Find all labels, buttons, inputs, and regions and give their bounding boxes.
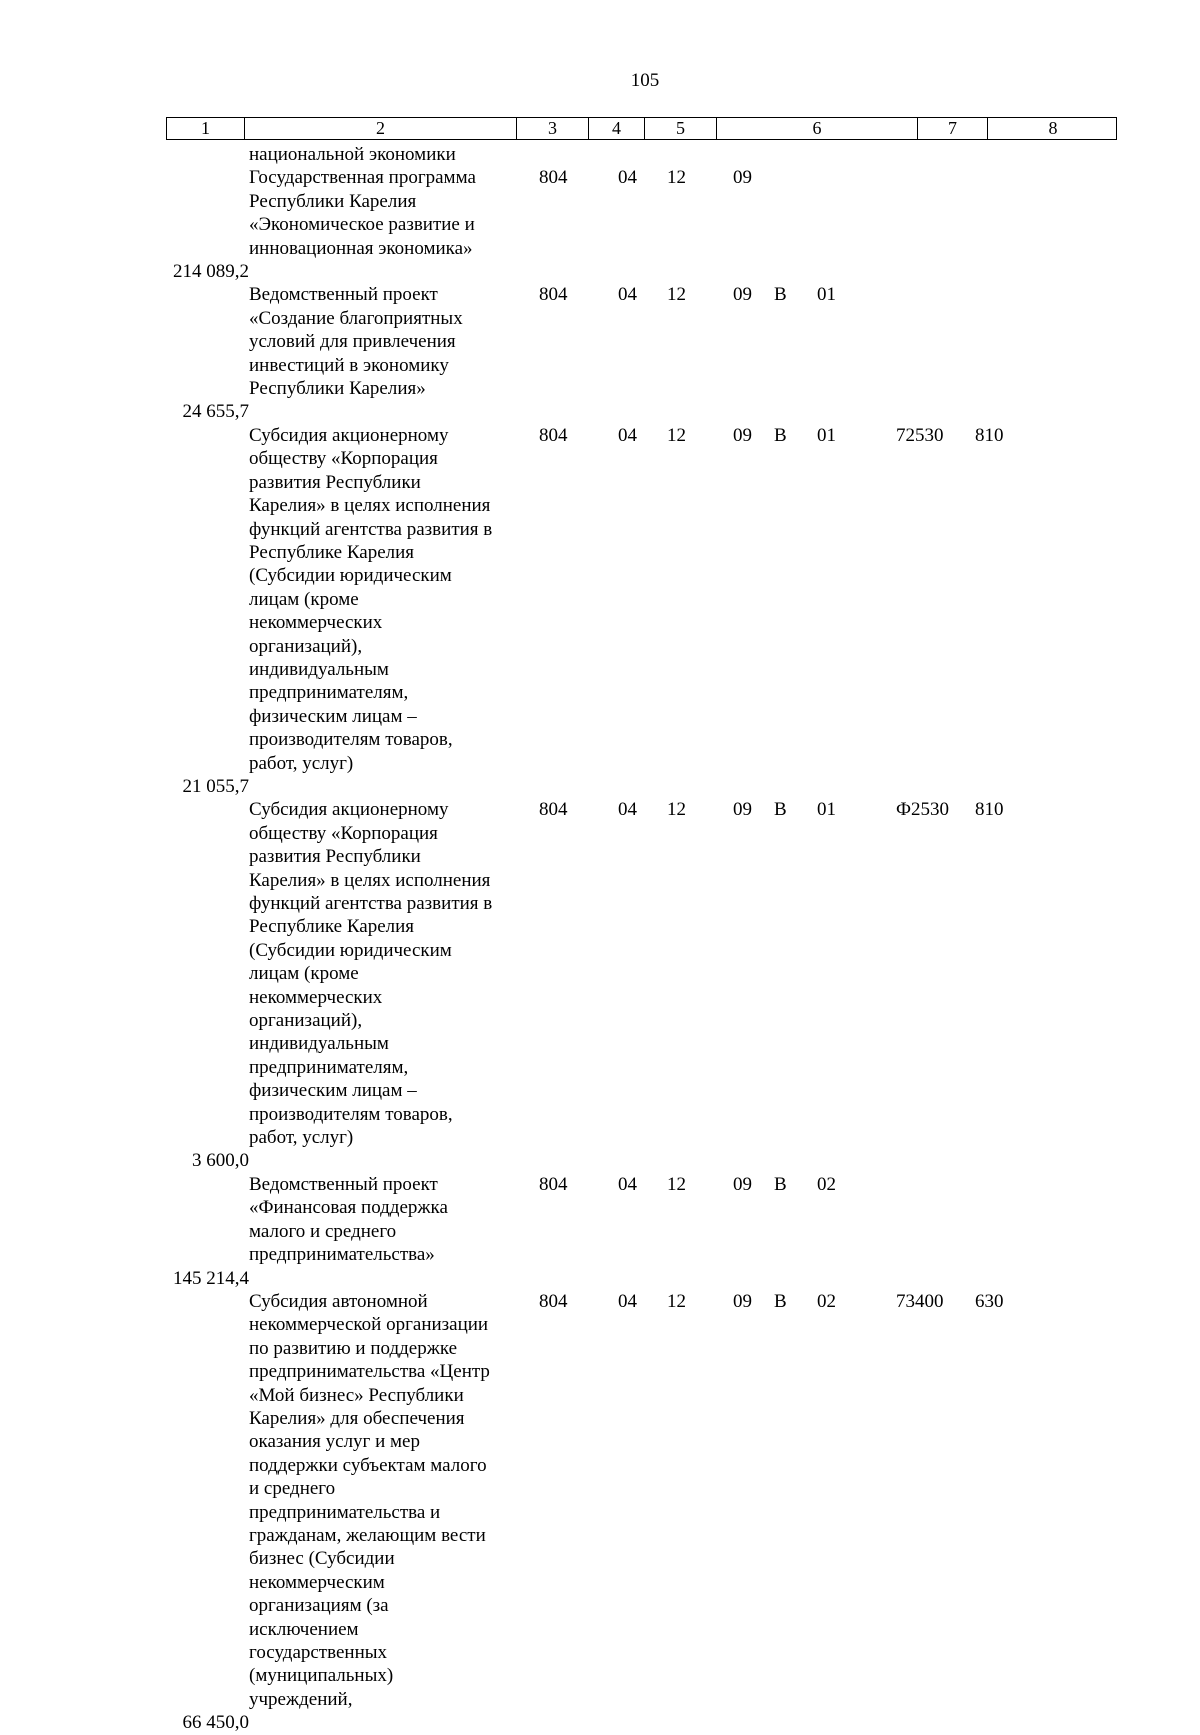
row-code: 72530 [896,424,944,446]
row-ved: 804 [539,799,568,821]
row-prog: 09 [733,1290,752,1312]
row-code [894,166,968,260]
row-sub [768,166,813,260]
row-prazd: 12 [667,284,686,306]
header-col-1: 1 [167,118,245,139]
table-row [166,424,1117,799]
table-row [166,166,1117,283]
row-sum: 3 600,0 [192,1150,249,1172]
table-header [166,117,1117,140]
row-ind: 02 [817,1173,836,1195]
row-sum: 145 214,4 [173,1267,249,1289]
row-ved: 804 [539,1290,568,1312]
row-code: 73400 [896,1290,944,1312]
row-prazd: 12 [667,1173,686,1195]
row-sum: 21 055,7 [182,775,249,797]
row-prog: 09 [733,424,752,446]
row-name: Ведомственный проект «Финансовая поддержка малого и среднего предпринимательства» [249,1173,448,1266]
row-code [894,143,968,166]
row-ved: 804 [539,284,568,306]
row-ved: 804 [539,167,568,189]
row-sub: В [774,424,787,446]
row-vr [968,143,1117,166]
header-col-5: 5 [645,118,717,139]
row-ved: 804 [539,1173,568,1195]
row-prog: 09 [733,1173,752,1195]
page-number: 105 [630,70,660,91]
row-prog: 09 [733,284,752,306]
header-col-7: 7 [918,118,988,139]
row-razd: 04 [618,167,637,189]
header-col-8: 8 [1048,118,1058,138]
row-sum: 66 450,0 [182,1712,249,1734]
row-vr [968,1173,1117,1267]
row-name: Субсидия акционерному обществу «Корпорация развития Республики Карелия» в целях исполнения функций агентства развития в Республике Карелия (Субсидии юридическим лицам (кроме некоммерческих организаций), индивидуальным предпринимателям, физическим лицам – производителям товаров, работ, услуг) [249,799,493,1149]
row-prog [726,143,768,166]
table-row [166,1173,1117,1290]
row-name: национальной экономики [249,144,456,165]
row-ind [813,143,894,166]
row-sub: В [774,1290,787,1312]
table-row [166,283,1117,423]
row-code: Ф2530 [896,799,950,821]
row-sum: 214 089,2 [173,261,249,283]
row-ind: 01 [817,424,836,446]
row-ind [813,166,894,260]
row-ved: 804 [539,424,568,446]
row-ind: 02 [817,1290,836,1312]
row-name: Субсидия автономной некоммерческой организации по развитию и поддержке предпринимательства «Центр «Мой бизнес» Республики Карелия» для обеспечения оказания услуг и мер поддержки субъектам малого и среднего предпринимательства и гражданам, желающим вести бизнес (Субсидии некоммерческим организациям (за исключением государственных (муниципальных) учреждений, [249,1290,490,1710]
row-code [894,1173,968,1267]
row-ved [538,143,607,166]
table-body [166,143,1117,1735]
table-row [166,1290,1117,1735]
row-vr: 630 [975,1290,1004,1312]
row-prazd [663,143,726,166]
row-name: Ведомственный проект «Создание благоприятных условий для привлечения инвестиций в экономику Республики Карелия» [249,284,463,400]
row-razd: 04 [618,1173,637,1195]
header-col-3: 3 [517,118,589,139]
row-razd: 04 [618,799,637,821]
row-sub [768,143,813,166]
row-sub: В [774,799,787,821]
row-vr [968,166,1117,260]
row-name: Государственная программа Республики Карелия «Экономическое развитие и инновационная экономика» [249,167,476,259]
row-razd: 04 [618,284,637,306]
row-name: Субсидия акционерному обществу «Корпорация развития Республики Карелия» в целях исполнения функций агентства развития в Республике Карелия (Субсидии юридическим лицам (кроме некоммерческих организаций), индивидуальным предпринимателям, физическим лицам – производителям товаров, работ, услуг) [249,424,493,774]
table-row [166,143,1117,166]
row-razd: 04 [618,424,637,446]
row-sum: 24 655,7 [182,401,249,423]
header-col-6: 6 [717,118,918,139]
row-prog: 09 [733,167,752,189]
header-col-2: 2 [245,118,517,139]
row-ind: 01 [817,799,836,821]
row-prazd: 12 [667,1290,686,1312]
row-razd [607,143,663,166]
row-razd: 04 [618,1290,637,1312]
row-prazd: 12 [667,799,686,821]
row-prazd: 12 [667,167,686,189]
row-prog: 09 [733,799,752,821]
row-ind: 01 [817,284,836,306]
row-vr: 810 [975,424,1004,446]
row-sub: В [774,284,787,306]
row-sub: В [774,1173,787,1195]
table-row [166,798,1117,1173]
row-prazd: 12 [667,424,686,446]
row-vr [968,283,1117,400]
row-vr: 810 [975,799,1004,821]
header-col-4: 4 [589,118,645,139]
row-code [894,283,968,400]
